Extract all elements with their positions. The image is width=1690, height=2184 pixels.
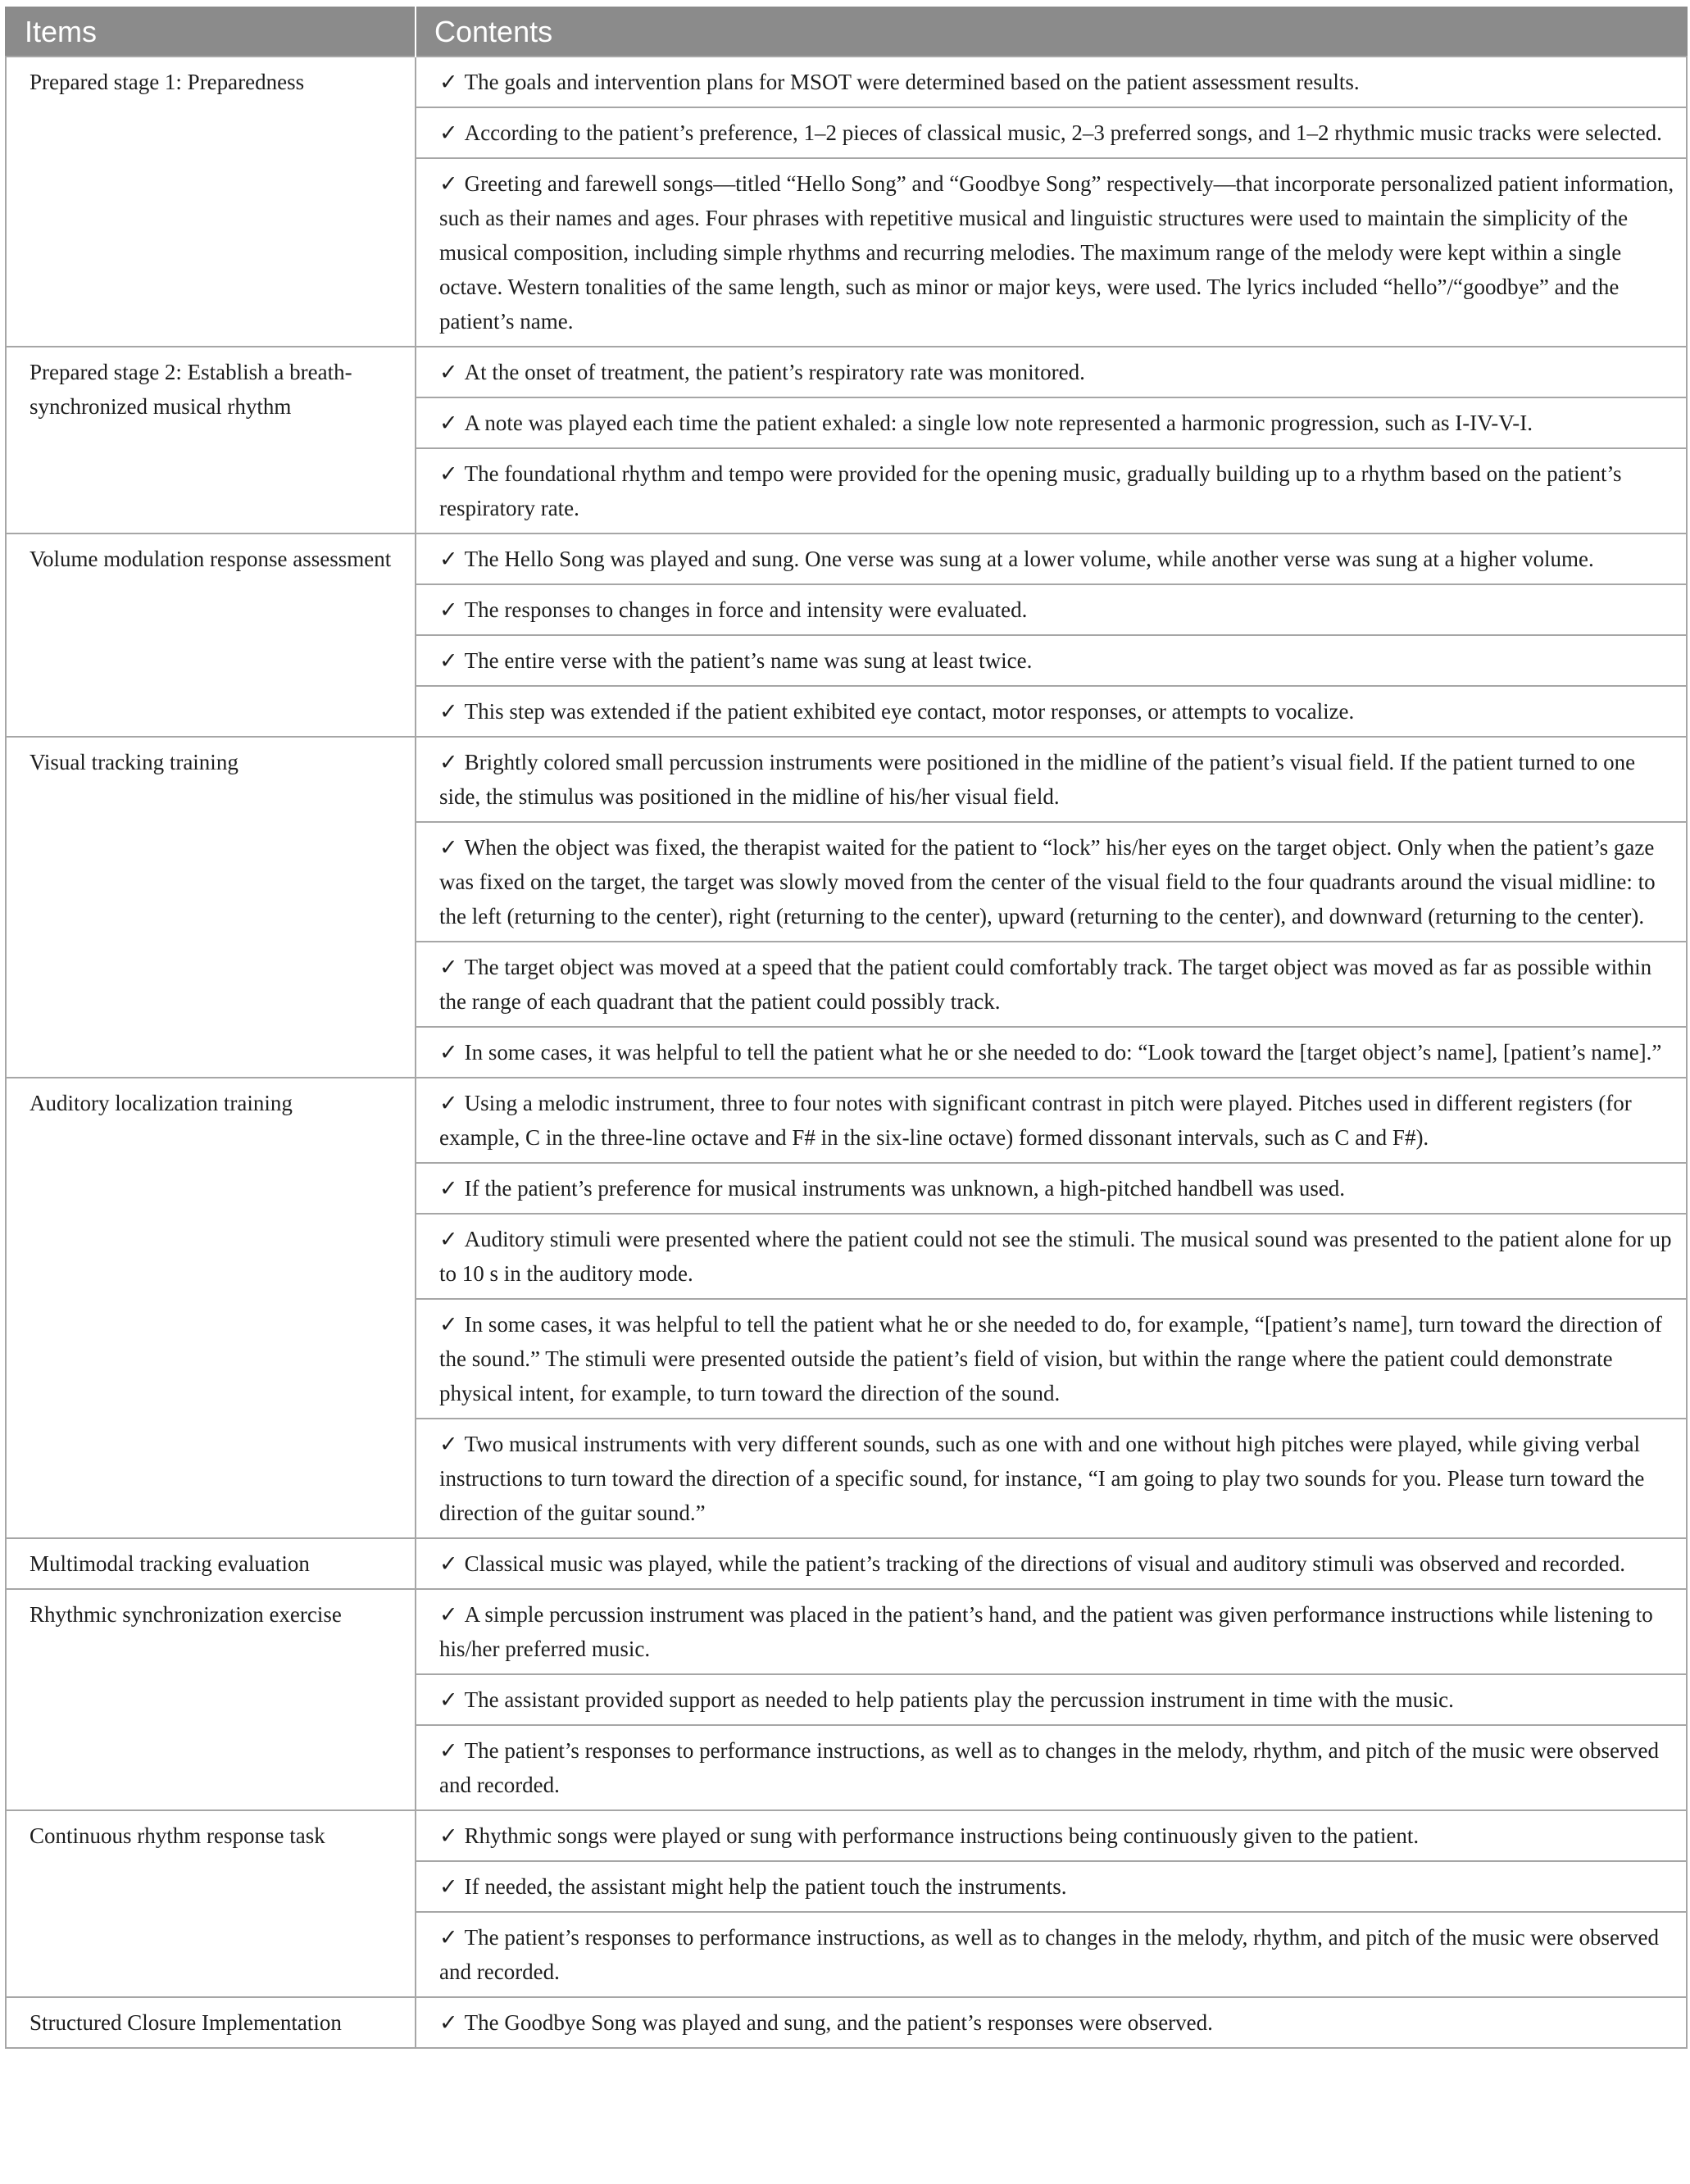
item-cell: Rhythmic synchronization exercise (6, 1589, 416, 1810)
content-text: The goals and intervention plans for MSOT were determined based on the patient assessment results. (464, 70, 1360, 94)
content-text: A note was played each time the patient exhaled: a single low note represented a harmonic progression, such as I-IV-V-I. (464, 411, 1533, 435)
content-text: In some cases, it was helpful to tell the patient what he or she needed to do: “Look toward the [target object’s name], [patient’s name].” (464, 1040, 1662, 1065)
check-mark-icon: ✓ (439, 1227, 458, 1251)
content-cell (416, 158, 1687, 347)
content-text: The entire verse with the patient’s name was sung at least twice. (464, 648, 1033, 673)
content-cell (416, 1997, 1687, 2048)
content-text: If the patient’s preference for musical instruments was unknown, a high-pitched handbell was used. (464, 1176, 1346, 1201)
check-mark-icon: ✓ (439, 597, 458, 622)
content-cell (416, 534, 1687, 584)
table-body (6, 57, 1687, 2048)
content-text: According to the patient’s preference, 1–2 pieces of classical music, 2–3 preferred songs, and 1–2 rhythmic music tracks were selected. (464, 120, 1662, 145)
content-cell (416, 1027, 1687, 1078)
check-mark-icon: ✓ (439, 835, 458, 860)
content-text: When the object was fixed, the therapist waited for the patient to “lock” his/her eyes on the target object. Only when the patient’s gaze was fixed on the target, the target was slowly moved from the center of the visual field to the four quadrants around the visual midline: to the left (returning to the center), right (returning to the center), upward (returning to the center), and downward (returning to the center). (439, 835, 1656, 929)
check-mark-icon: ✓ (439, 699, 458, 724)
content-text: Greeting and farewell songs—titled “Hello Song” and “Goodbye Song” respectively—that incorporate personalized patient information, such as their names and ages. Four phrases with repetitive musical and linguistic structures were used to maintain the simplicity of the musical composition, including simple rhythms and recurring melodies. The maximum range of the melody were kept within a single octave. Western tonalities of the same length, such as minor or major keys, were used. The lyrics included “hello”/“goodbye” and the patient’s name. (439, 171, 1674, 334)
content-cell (416, 1078, 1687, 1163)
table-row (6, 57, 1687, 107)
content-text: Auditory stimuli were presented where the patient could not see the stimuli. The musical sound was presented to the patient alone for up to 10 s in the auditory mode. (439, 1227, 1672, 1286)
content-text: The target object was moved at a speed that the patient could comfortably track. The target object was moved as far as possible within the range of each quadrant that the patient could possibly track. (439, 955, 1652, 1014)
protocol-table (5, 7, 1688, 2049)
content-cell (416, 686, 1687, 737)
content-cell (416, 584, 1687, 635)
table-row (6, 737, 1687, 822)
check-mark-icon: ✓ (439, 1312, 458, 1337)
item-cell: Auditory localization training (6, 1078, 416, 1538)
content-text: Classical music was played, while the patient’s tracking of the directions of visual and auditory stimuli was observed and recorded. (464, 1551, 1626, 1576)
item-cell: Prepared stage 1: Preparedness (6, 57, 416, 347)
check-mark-icon: ✓ (439, 1738, 458, 1763)
content-text: Rhythmic songs were played or sung with performance instructions being continuously given to the patient. (464, 1823, 1420, 1848)
check-mark-icon: ✓ (439, 750, 458, 774)
check-mark-icon: ✓ (439, 120, 458, 145)
content-text: The assistant provided support as needed to help patients play the percussion instrument in time with the music. (464, 1687, 1454, 1712)
item-cell: Continuous rhythm response task (6, 1810, 416, 1997)
content-cell (416, 737, 1687, 822)
content-cell (416, 1589, 1687, 1674)
table-row (6, 1538, 1687, 1589)
content-cell (416, 107, 1687, 158)
check-mark-icon: ✓ (439, 547, 458, 571)
content-cell (416, 57, 1687, 107)
table-row (6, 1810, 1687, 1861)
check-mark-icon: ✓ (439, 1091, 458, 1115)
column-header-items: Items (6, 7, 416, 57)
content-cell (416, 1214, 1687, 1299)
check-mark-icon: ✓ (439, 1687, 458, 1712)
content-cell (416, 448, 1687, 534)
content-text: Two musical instruments with very different sounds, such as one with and one without high pitches were played, while giving verbal instructions to turn toward the direction of a specific sound, for instance, “I am going to play two sounds for you. Please turn toward the direction of the guitar sound.” (439, 1432, 1645, 1525)
table-header-row (6, 7, 1687, 57)
content-cell (416, 1810, 1687, 1861)
column-header-contents: Contents (416, 7, 1687, 57)
check-mark-icon: ✓ (439, 411, 458, 435)
content-cell (416, 1538, 1687, 1589)
content-text: The Goodbye Song was played and sung, and the patient’s responses were observed. (464, 2010, 1213, 2035)
check-mark-icon: ✓ (439, 2010, 458, 2035)
table-row (6, 534, 1687, 584)
check-mark-icon: ✓ (439, 1040, 458, 1065)
check-mark-icon: ✓ (439, 171, 458, 196)
content-cell (416, 397, 1687, 448)
content-text: This step was extended if the patient exhibited eye contact, motor responses, or attempts to vocalize. (464, 699, 1355, 724)
content-text: Using a melodic instrument, three to four notes with significant contrast in pitch were played. Pitches used in different registers (for example, C in the three-line octave and F# in the six-line octave) formed dissonant intervals, such as C and F#). (439, 1091, 1632, 1150)
check-mark-icon: ✓ (439, 1823, 458, 1848)
item-cell: Volume modulation response assessment (6, 534, 416, 737)
content-text: If needed, the assistant might help the patient touch the instruments. (464, 1874, 1067, 1899)
content-cell (416, 1725, 1687, 1810)
table-row (6, 347, 1687, 397)
content-text: The Hello Song was played and sung. One verse was sung at a lower volume, while another verse was sung at a higher volume. (464, 547, 1594, 571)
table-row (6, 1997, 1687, 2048)
content-text: The foundational rhythm and tempo were provided for the opening music, gradually building up to a rhythm based on the patient’s respiratory rate. (439, 461, 1622, 520)
check-mark-icon: ✓ (439, 1176, 458, 1201)
check-mark-icon: ✓ (439, 1874, 458, 1899)
check-mark-icon: ✓ (439, 461, 458, 486)
content-cell (416, 1163, 1687, 1214)
content-cell (416, 942, 1687, 1027)
content-cell (416, 822, 1687, 942)
content-cell (416, 1912, 1687, 1997)
content-text: Brightly colored small percussion instruments were positioned in the midline of the patient’s visual field. If the patient turned to one side, the stimulus was positioned in the midline of his/her visual field. (439, 750, 1636, 809)
table-row (6, 1589, 1687, 1674)
check-mark-icon: ✓ (439, 70, 458, 94)
check-mark-icon: ✓ (439, 1925, 458, 1950)
table-row (6, 1078, 1687, 1163)
check-mark-icon: ✓ (439, 648, 458, 673)
content-text: A simple percussion instrument was placed in the patient’s hand, and the patient was given performance instructions while listening to his/her preferred music. (439, 1602, 1653, 1661)
content-cell (416, 347, 1687, 397)
content-text: The patient’s responses to performance instructions, as well as to changes in the melody, rhythm, and pitch of the music were observed and recorded. (439, 1738, 1659, 1797)
content-cell (416, 1674, 1687, 1725)
content-text: The patient’s responses to performance instructions, as well as to changes in the melody, rhythm, and pitch of the music were observed and recorded. (439, 1925, 1659, 1984)
item-cell: Prepared stage 2: Establish a breath-synchronized musical rhythm (6, 347, 416, 534)
check-mark-icon: ✓ (439, 955, 458, 979)
content-cell (416, 635, 1687, 686)
item-cell: Visual tracking training (6, 737, 416, 1078)
content-cell (416, 1299, 1687, 1419)
content-cell (416, 1861, 1687, 1912)
check-mark-icon: ✓ (439, 1551, 458, 1576)
item-cell: Structured Closure Implementation (6, 1997, 416, 2048)
check-mark-icon: ✓ (439, 360, 458, 384)
item-cell: Multimodal tracking evaluation (6, 1538, 416, 1589)
content-text: At the onset of treatment, the patient’s respiratory rate was monitored. (464, 360, 1085, 384)
check-mark-icon: ✓ (439, 1602, 458, 1627)
content-text: The responses to changes in force and intensity were evaluated. (464, 597, 1028, 622)
check-mark-icon: ✓ (439, 1432, 458, 1456)
content-cell (416, 1419, 1687, 1538)
content-text: In some cases, it was helpful to tell the patient what he or she needed to do, for example, “[patient’s name], turn toward the direction of the sound.” The stimuli were presented outside the patient’s field of vision, but within the range where the patient could demonstrate physical intent, for example, to turn toward the direction of the sound. (439, 1312, 1662, 1405)
